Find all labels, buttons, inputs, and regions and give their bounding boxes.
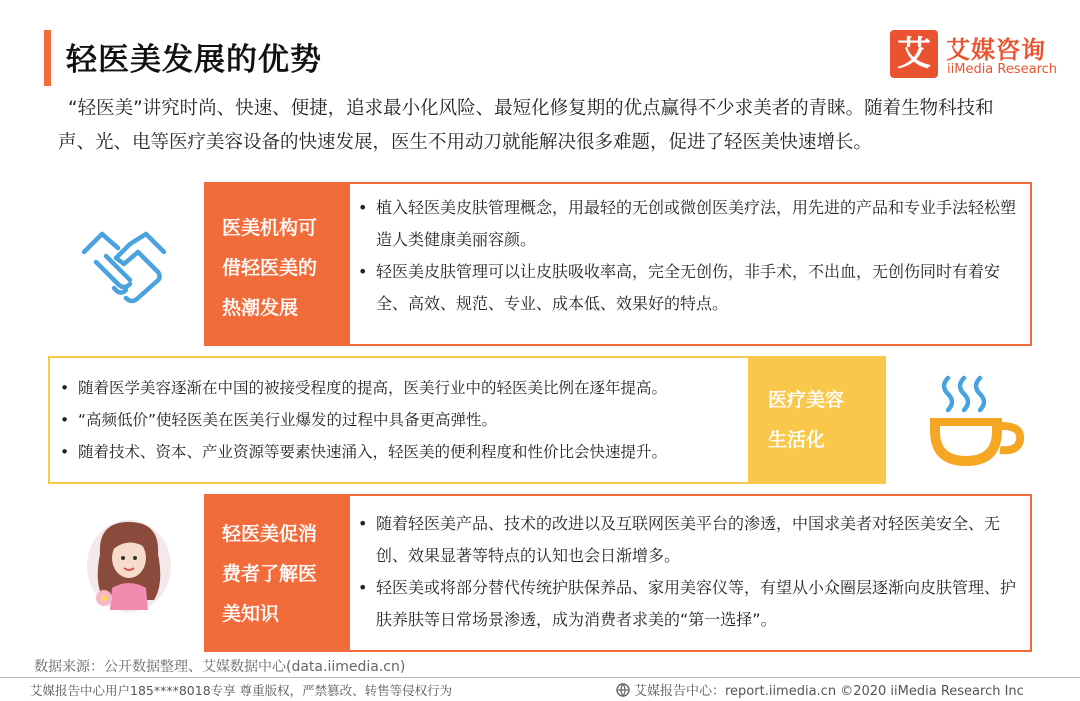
section-label-3: [206, 496, 350, 650]
intro-paragraph: “轻医美”讲究时尚、快速、便捷，追求最小化风险、最短化修复期的优点赢得不少求美者的青睐。随着生物科技和声、光、电等医疗美容设备的快速发展，医生不用动刀就能解决很多难题，促进了轻医美快速增长。: [58, 98, 994, 153]
bullet-item: • 轻医美皮肤管理可以让皮肤吸收率高，完全无创伤，非手术，不出血，无创伤同时有着安全、高效、规范、专业、成本低、效果好的特点。: [358, 256, 1018, 320]
page-title: 轻医美发展的优势: [66, 42, 322, 78]
bullet-item: • “高频低价”使轻医美在医美行业爆发的过程中具备更高弹性。: [60, 404, 750, 436]
label-line: 生活化: [768, 429, 826, 451]
bullet-list-3: [358, 508, 1018, 636]
woman-avatar-icon: [84, 514, 174, 614]
label-line: 借轻医美的: [222, 257, 318, 279]
section-label-1: [206, 184, 350, 344]
section-label-2: [748, 356, 886, 484]
footer-divider: [0, 677, 1080, 678]
logo-text-cn: 艾媒咨询: [946, 36, 1046, 64]
brand-logo: [890, 30, 1065, 82]
label-line: 医美机构可: [222, 217, 318, 239]
section-card-3: [204, 494, 1032, 652]
bullet-item: • 随着医学美容逐渐在中国的被接受程度的提高，医美行业中的轻医美比例在逐年提高。: [60, 372, 750, 404]
section-card-1: [204, 182, 1032, 346]
data-source-note: 数据来源：公开数据整理、艾媒数据中心(data.iimedia.cn): [34, 659, 406, 675]
footer-copyright-notice: 艾媒报告中心用户185****8018专享 尊重版权，严禁篡改、转售等侵权行为: [30, 683, 453, 698]
label-line: 美知识: [222, 603, 280, 625]
logo-text-en: iiMedia Research: [947, 62, 1058, 77]
handshake-icon: [78, 222, 170, 314]
footer-site-info: [616, 680, 1024, 701]
footer-site-text: 艾媒报告中心：report.iimedia.cn ©2020 iiMedia Research Inc: [634, 684, 1024, 699]
logo-mark: 艾: [890, 30, 938, 78]
label-line: 医疗美容: [768, 389, 845, 411]
bullet-item: • 随着轻医美产品、技术的改进以及互联网医美平台的渗透，中国求美者对轻医美安全、无创、效果显著等特点的认知也会日渐增多。: [358, 508, 1018, 572]
bullet-list-2: [60, 372, 750, 468]
bullet-item: • 随着技术、资本、产业资源等要素快速涌入，轻医美的便利程度和性价比会快速提升。: [60, 436, 750, 468]
globe-icon: [616, 683, 630, 701]
label-line: 轻医美促消: [222, 523, 318, 545]
coffee-cup-icon: [920, 370, 1030, 470]
label-line: 费者了解医: [222, 563, 318, 585]
section-card-2: [48, 356, 750, 484]
bullet-item: • 植入轻医美皮肤管理概念，用最轻的无创或微创医美疗法，用先进的产品和专业手法轻松塑造人类健康美丽容颜。: [358, 192, 1018, 256]
title-accent-bar: [44, 30, 51, 86]
bullet-list-1: [358, 192, 1018, 320]
label-line: 热潮发展: [222, 297, 299, 319]
bullet-item: • 轻医美或将部分替代传统护肤保养品、家用美容仪等，有望从小众圈层逐渐向皮肤管理、护肤养肤等日常场景渗透，成为消费者求美的“第一选择”。: [358, 572, 1018, 636]
